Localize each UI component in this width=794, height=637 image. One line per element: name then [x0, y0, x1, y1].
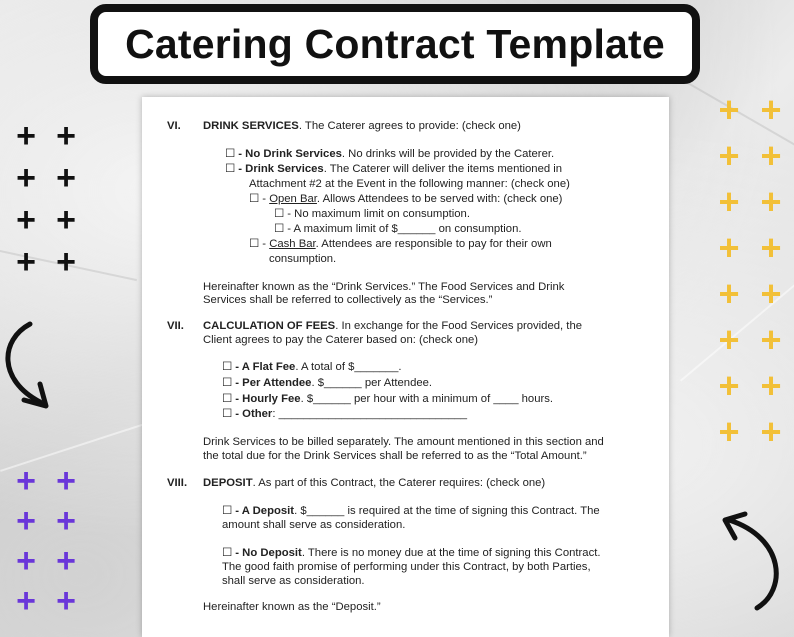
option-label: - A Deposit	[235, 505, 295, 517]
checkbox-icon[interactable]: ☐	[222, 408, 233, 420]
checkbox-icon[interactable]: ☐	[222, 361, 233, 373]
plus-icon: +	[56, 542, 76, 580]
text-span: -	[262, 193, 267, 205]
option-label: Cash Bar	[269, 238, 316, 250]
plus-icon: +	[760, 181, 782, 222]
plus-icon: +	[56, 159, 76, 197]
paragraph-line: Drink Services to be billed separately. The amount mentioned in this section and	[203, 436, 604, 448]
option-text: - A maximum limit of $	[287, 223, 398, 235]
plus-icon: +	[16, 542, 36, 580]
plus-icon: +	[16, 117, 36, 155]
option-line	[222, 376, 432, 391]
checkbox-icon[interactable]: ☐	[222, 547, 233, 559]
contract-page	[142, 97, 669, 637]
plus-icon: +	[760, 365, 782, 406]
yellow-plus-pattern	[708, 89, 792, 452]
option-text: consumption.	[269, 253, 337, 265]
option-line	[274, 222, 522, 237]
checkbox-icon[interactable]: ☐	[274, 208, 285, 220]
option-text: - No maximum limit on consumption.	[287, 208, 470, 220]
plus-icon: +	[16, 462, 36, 500]
option-text: No drinks will be provided by the Caterer.	[348, 148, 555, 160]
option-text: . $______ per Attendee.	[311, 377, 433, 389]
black-plus-pattern	[6, 119, 86, 282]
plus-icon: +	[718, 365, 740, 406]
option-line	[222, 392, 553, 407]
checkbox-icon[interactable]: ☐	[222, 377, 233, 389]
plus-icon: +	[16, 243, 36, 281]
paragraph-line: the total due for the Drink Services shall be referred to as the “Total Amount.”	[203, 450, 587, 462]
plus-icon: +	[760, 89, 782, 130]
section-heading: CALCULATION OF FEES	[203, 320, 336, 332]
section-heading-line	[203, 476, 545, 491]
option-label: - No Deposit	[235, 547, 302, 559]
checkbox-icon[interactable]: ☐	[249, 193, 260, 205]
text-span: .	[341, 148, 349, 160]
section-number: VII.	[167, 320, 184, 332]
plus-icon: +	[718, 89, 740, 130]
page-title: Catering Contract Template	[125, 20, 665, 67]
option-text: : ______________________________	[272, 408, 468, 420]
paragraph-line: Hereinafter known as the “Drink Services.” The Food Services and Drink	[203, 281, 565, 293]
plus-icon: +	[56, 243, 76, 281]
option-label: - No Drink Services	[238, 148, 342, 160]
option-text: . Allows Attendees to be served with: (check one)	[316, 193, 563, 205]
section-heading: DRINK SERVICES	[203, 120, 299, 132]
option-line	[274, 207, 470, 222]
text-span: .	[323, 163, 330, 175]
plus-icon: +	[760, 273, 782, 314]
plus-icon: +	[56, 117, 76, 155]
plus-icon: +	[16, 502, 36, 540]
text-span: .	[298, 120, 305, 132]
option-text: The good faith promise of performing under this Contract, by both Parties,	[222, 561, 591, 573]
option-text: amount shall serve as consideration.	[222, 519, 406, 531]
option-line	[225, 147, 554, 162]
option-text: . There is no money due at the time of signing this Contract.	[301, 547, 601, 559]
option-text: shall serve as consideration.	[222, 575, 365, 587]
plus-icon: +	[760, 227, 782, 268]
plus-icon: +	[16, 159, 36, 197]
option-line	[222, 546, 601, 561]
checkbox-icon[interactable]: ☐	[225, 163, 236, 175]
option-label: - Other	[235, 408, 273, 420]
blank-field[interactable]: ______	[397, 223, 436, 235]
checkbox-icon[interactable]: ☐	[222, 505, 233, 517]
option-line	[222, 407, 467, 422]
option-text: . $______ is required at the time of signing this Contract. The	[294, 505, 600, 517]
text-span: . As part of this Contract, the Caterer requires: (check one)	[252, 477, 546, 489]
option-label: - Hourly Fee	[235, 393, 301, 405]
curved-arrow-up-icon	[715, 508, 785, 613]
option-line	[249, 192, 562, 207]
option-text: Attachment #2 at the Event in the following manner: (check one)	[249, 178, 570, 190]
section-heading-line	[203, 119, 521, 134]
plus-icon: +	[718, 319, 740, 360]
option-label: - A Flat Fee	[235, 361, 296, 373]
plus-icon: +	[718, 181, 740, 222]
section-number: VI.	[167, 120, 181, 132]
plus-icon: +	[56, 201, 76, 239]
paragraph-line: Services shall be referred to collectively as the “Services.”	[203, 294, 493, 306]
paragraph-line: Client agrees to pay the Caterer based on: (check one)	[203, 334, 479, 346]
option-text: on consumption.	[438, 223, 522, 235]
plus-icon: +	[56, 462, 76, 500]
text-span: .	[398, 361, 402, 373]
checkbox-icon[interactable]: ☐	[274, 223, 285, 235]
plus-icon: +	[56, 582, 76, 620]
option-line	[225, 162, 562, 177]
option-text: The Caterer will deliver the items mentioned in	[329, 163, 563, 175]
option-label: - Drink Services	[238, 163, 324, 175]
text-span: -	[262, 238, 267, 250]
checkbox-icon[interactable]: ☐	[249, 238, 260, 250]
option-text: . $______ per hour with a minimum of ____ hours.	[300, 393, 554, 405]
purple-plus-pattern	[6, 464, 86, 619]
plus-icon: +	[760, 411, 782, 452]
plus-icon: +	[718, 135, 740, 176]
section-number: VIII.	[167, 477, 188, 489]
plus-icon: +	[16, 582, 36, 620]
option-label: - Per Attendee	[235, 377, 312, 389]
section-heading: DEPOSIT	[203, 477, 253, 489]
plus-icon: +	[718, 411, 740, 452]
option-line	[222, 504, 600, 519]
text-span: . In exchange for the Food Services provided, the	[335, 320, 583, 332]
option-label: Open Bar	[269, 193, 317, 205]
plus-icon: +	[760, 319, 782, 360]
text-span: The Caterer agrees to provide: (check one)	[304, 120, 521, 132]
checkbox-icon[interactable]: ☐	[225, 148, 236, 160]
paragraph-line: Hereinafter known as the “Deposit.”	[203, 601, 381, 613]
curved-arrow-down-icon	[0, 318, 60, 414]
plus-icon: +	[760, 135, 782, 176]
plus-icon: +	[718, 227, 740, 268]
plus-icon: +	[16, 201, 36, 239]
title-banner	[90, 4, 700, 84]
option-line	[249, 237, 552, 252]
blank-field[interactable]: _______	[354, 361, 399, 373]
section-heading-line	[203, 319, 582, 334]
option-text: . Attendees are responsible to pay for their own	[315, 238, 552, 250]
plus-icon: +	[56, 502, 76, 540]
plus-icon: +	[718, 273, 740, 314]
checkbox-icon[interactable]: ☐	[222, 393, 233, 405]
option-line	[222, 360, 402, 375]
option-text: . A total of $	[295, 361, 355, 373]
